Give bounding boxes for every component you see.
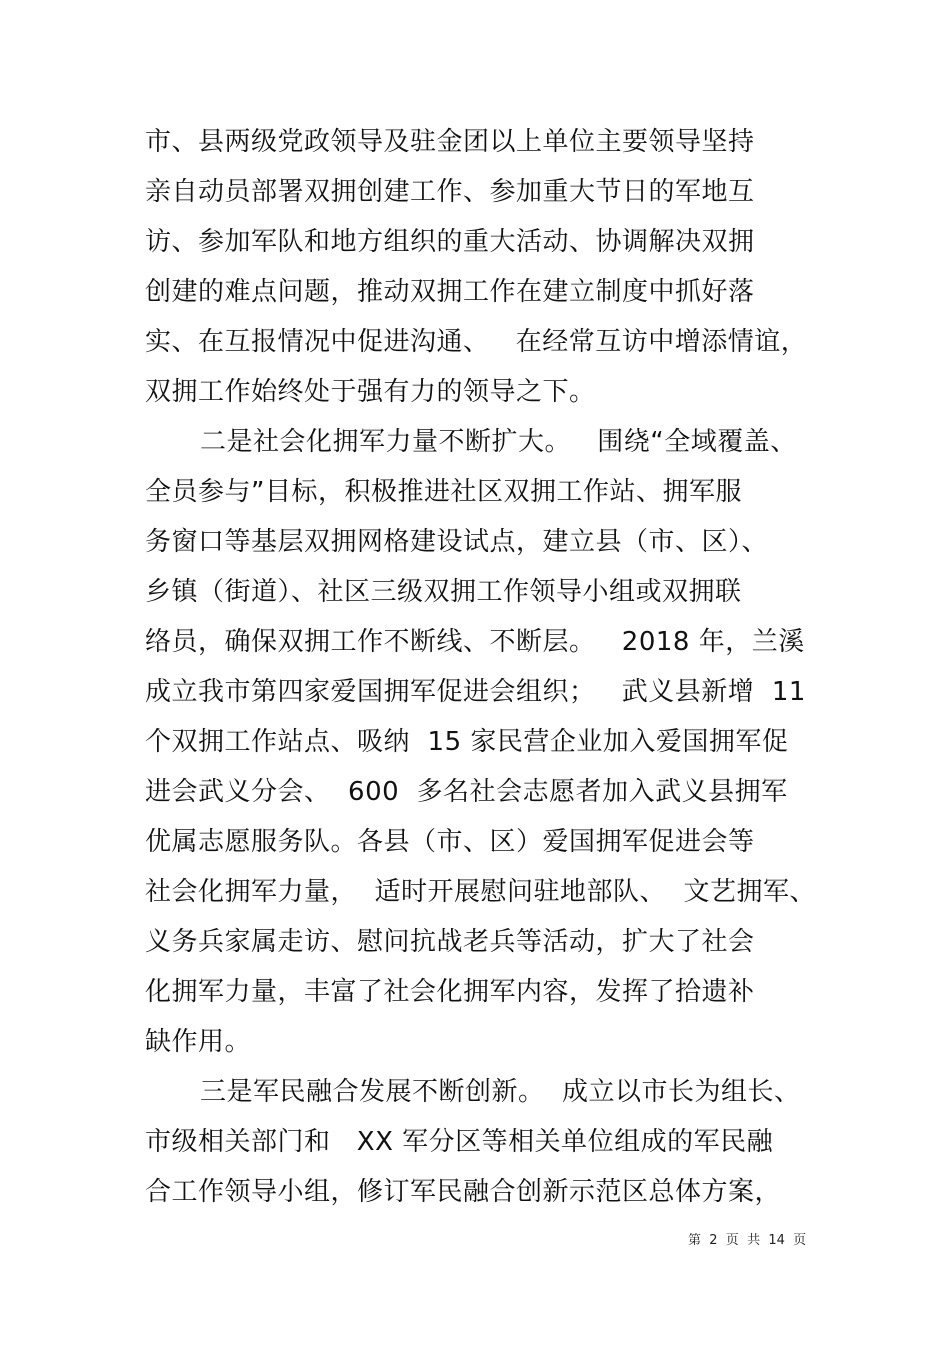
text-line: 成立我市第四家爱国拥军促进会组织； 武义县新增 11 [145, 677, 806, 707]
text-line: 访、参加军队和地方组织的重大活动、协调解决双拥 [145, 227, 755, 257]
text-line: 缺作用。 [145, 1027, 252, 1057]
paragraph-start-line: 三是军民融合发展不断创新。 成立以市长为组长、 [200, 1077, 801, 1107]
paragraph-start-line: 二是社会化拥军力量不断扩大。 围绕“全域覆盖、 [200, 427, 797, 457]
text-line: 合工作领导小组，修订军民融合创新示范区总体方案， [145, 1177, 782, 1207]
text-line: 个双拥工作站点、吸纳 15 家民营企业加入爱国拥军促 [145, 727, 789, 757]
text-line: 实、在互报情况中促进沟通、 在经常互访中增添情谊， [145, 327, 808, 357]
text-line: 创建的难点问题，推动双拥工作在建立制度中抓好落 [145, 277, 755, 307]
text-line: 社会化拥军力量， 适时开展慰问驻地部队、 文艺拥军、 [145, 877, 817, 907]
text-line: 市、县两级党政领导及驻金团以上单位主要领导坚持 [145, 127, 755, 157]
text-line: 义务兵家属走访、慰问抗战老兵等活动，扩大了社会 [145, 927, 755, 957]
text-line: 务窗口等基层双拥网格建设试点，建立县（市、区）、 [145, 527, 769, 557]
text-line: 进会武义分会、 600 多名社会志愿者加入武义县拥军 [145, 777, 788, 807]
text-line: 亲自动员部署双拥创建工作、参加重大节日的军地互 [145, 177, 755, 207]
text-line: 络员，确保双拥工作不断线、不断层。 2018 年，兰溪 [145, 627, 805, 657]
text-line: 全员参与”目标，积极推进社区双拥工作站、拥军服 [145, 477, 742, 507]
page-number-footer: 第 2 页 共 14 页 [688, 1233, 807, 1248]
text-line: 优属志愿服务队。各县（市、区）爱国拥军促进会等 [145, 827, 755, 857]
text-line: 化拥军力量，丰富了社会化拥军内容，发挥了拾遗补 [145, 977, 755, 1007]
text-line: 双拥工作始终处于强有力的领导之下。 [145, 377, 596, 407]
text-line: 市级相关部门和 XX 军分区等相关单位组成的军民融 [145, 1127, 774, 1157]
text-line: 乡镇（街道）、社区三级双拥工作领导小组或双拥联 [145, 577, 742, 607]
